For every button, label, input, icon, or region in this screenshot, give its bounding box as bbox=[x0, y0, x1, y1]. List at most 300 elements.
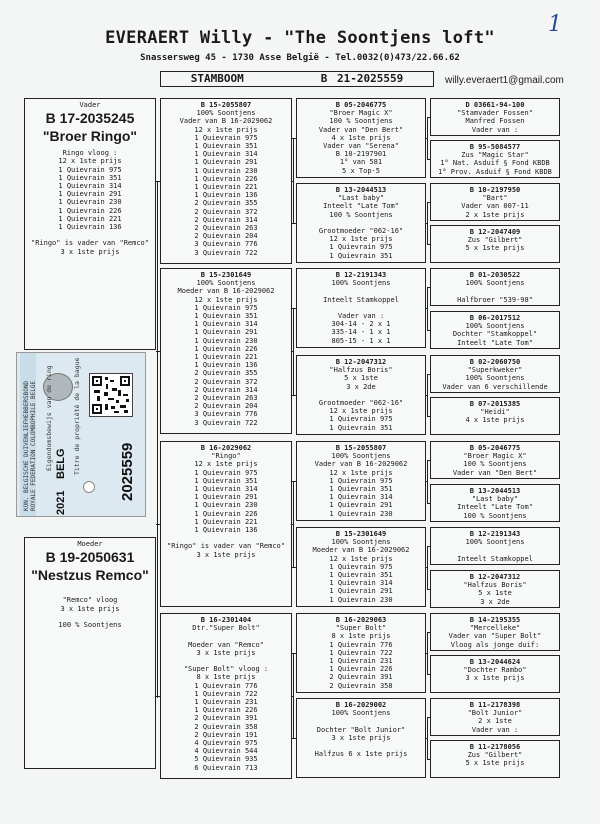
box-line: 1 Quievrain 722 bbox=[329, 648, 393, 657]
box-line: B 05-2046775 bbox=[469, 444, 521, 452]
box-line: 1 Quievrain 291 bbox=[58, 190, 122, 199]
box-line: 5 x Top-5 bbox=[342, 166, 380, 175]
ancestor-box bbox=[430, 183, 560, 221]
box-line: 4 Quievrain 544 bbox=[194, 747, 258, 756]
box-line: Vloog als jonge duif: bbox=[450, 640, 540, 649]
box-line: Halfbroer "539-98" bbox=[457, 295, 533, 304]
qr-code-icon bbox=[89, 373, 133, 417]
box-line: Vader van "Den Bert" bbox=[318, 125, 404, 134]
box-line: 304-14 - 2 x 1 bbox=[331, 320, 391, 329]
ancestor-box bbox=[430, 698, 560, 736]
box-line: 4 x 1ste prijs bbox=[465, 416, 525, 425]
connector-line bbox=[427, 674, 430, 675]
box-line: Vader van B 16-2029062 bbox=[314, 460, 408, 469]
connector-line bbox=[292, 395, 296, 396]
box-line: 1 Quievrain 722 bbox=[194, 689, 258, 698]
box-line: 1° van 581 bbox=[339, 158, 383, 167]
box-line: 1 Quievrain 136 bbox=[58, 223, 122, 232]
box-line: 100 % Soontjens bbox=[463, 511, 527, 520]
ancestor-box bbox=[430, 740, 560, 778]
box-line: Dochter "Stamkoppel" bbox=[452, 330, 538, 339]
box-line: 1 Quievrain 230 bbox=[194, 166, 258, 175]
box-line: 2 x 1ste prijs bbox=[465, 210, 525, 219]
ring-card-number: 2025559 bbox=[119, 442, 136, 501]
connector-line bbox=[292, 738, 296, 739]
box-line: 12 x 1ste prijs bbox=[329, 468, 393, 477]
connector-line bbox=[292, 223, 296, 224]
box-line: 1 Quievrain 226 bbox=[194, 174, 258, 183]
box-line bbox=[297, 304, 425, 312]
box-line: B 02-2060750 bbox=[469, 358, 521, 366]
box-line: Vader van : bbox=[471, 125, 519, 134]
box-line: 2 Quievrain 391 bbox=[329, 673, 393, 682]
box-line: B 11-2178398 bbox=[469, 701, 521, 709]
box-line: Ringo vloog : bbox=[62, 149, 118, 158]
connector-line bbox=[426, 653, 428, 654]
box-line: 1° Nat. Asduif § Fond KBDB bbox=[440, 159, 550, 168]
great-grandparent-box bbox=[296, 613, 426, 693]
box-line: Moeder van B 16-2029062 bbox=[312, 546, 410, 555]
box-line: B 01-2030522 bbox=[469, 271, 521, 279]
box-line: B 14-2195355 bbox=[469, 616, 521, 624]
box-line: 3 x 2de bbox=[480, 597, 510, 606]
box-line: "Heidi" bbox=[480, 408, 510, 417]
box-line: 2 Quievrain 204 bbox=[194, 232, 258, 241]
great-grandparent-box bbox=[296, 183, 426, 263]
box-line: 1 Quievrain 291 bbox=[194, 493, 258, 502]
ring-card-brand-1: KON. BELGISCHE DUIVENLIEFHEBBERSBOND bbox=[23, 380, 30, 511]
box-line: 100% Soontjens bbox=[331, 709, 391, 718]
connector-line bbox=[292, 481, 296, 482]
box-line: 1 Quievrain 230 bbox=[194, 336, 258, 345]
ancestor-box bbox=[430, 355, 560, 393]
box-line: 1 Quievrain 314 bbox=[194, 150, 258, 159]
page-number-mark: 1 bbox=[548, 12, 562, 37]
box-line: 2 Quievrain 204 bbox=[194, 402, 258, 411]
box-line: B 16-2029063 bbox=[335, 616, 387, 624]
ring-card-owner-fr: Titre de propriété de la bague bbox=[73, 357, 81, 475]
box-line: 2 Quievrain 358 bbox=[194, 722, 258, 731]
box-line: 1 Quievrain 351 bbox=[329, 423, 393, 432]
grandparent-box bbox=[160, 613, 292, 779]
box-line bbox=[25, 588, 155, 596]
box-line: 1 Quievrain 230 bbox=[329, 595, 393, 604]
connector-line bbox=[293, 138, 294, 223]
box-line: 1 Quievrain 975 bbox=[194, 303, 258, 312]
box-line: Vader van 6 verschillende bbox=[442, 382, 548, 391]
box-line: Moeder van "Remco" bbox=[188, 640, 264, 649]
connector-line bbox=[427, 503, 430, 504]
box-line: "Last baby" bbox=[471, 495, 519, 504]
ring-card-hole bbox=[83, 481, 95, 493]
box-line: B 12-2047409 bbox=[469, 228, 521, 236]
connector-line bbox=[156, 524, 160, 525]
connector-line bbox=[292, 138, 296, 139]
box-line: 100 % Soontjens bbox=[463, 460, 527, 469]
box-line: 1 Quievrain 351 bbox=[329, 571, 393, 580]
box-line: Grootmoeder "062-16" bbox=[318, 399, 404, 408]
box-line: 100% Soontjens bbox=[465, 538, 525, 547]
box-line: 12 x 1ste prijs bbox=[58, 157, 122, 166]
great-grandparent-box bbox=[296, 355, 426, 435]
box-line: Grootmoeder "062-16" bbox=[318, 227, 404, 236]
box-line: B 12-2191343 bbox=[469, 530, 521, 538]
box-line: 3 Quievrain 722 bbox=[194, 418, 258, 427]
box-line: 1 Quievrain 975 bbox=[329, 476, 393, 485]
connector-line bbox=[427, 632, 430, 633]
box-line: 5 x 1ste prijs bbox=[465, 244, 525, 253]
box-line: "Halfzus Boris" bbox=[329, 366, 393, 375]
box-line: 100% Soontjens bbox=[331, 279, 391, 288]
grandparent-box bbox=[160, 98, 292, 264]
box-line: Vader van B 16-2029062 bbox=[179, 117, 273, 126]
connector-line bbox=[292, 181, 293, 182]
box-line: 1 Quievrain 351 bbox=[194, 142, 258, 151]
box-line: Vader van "Serena" bbox=[323, 142, 399, 151]
box-line: B 10-2197901 bbox=[335, 150, 387, 159]
box-line: D 03661-94-100 bbox=[465, 101, 525, 109]
connector-line bbox=[426, 738, 428, 739]
box-line: 1 Quievrain 314 bbox=[194, 485, 258, 494]
box-line: 5 Quievrain 935 bbox=[194, 755, 258, 764]
box-line: "Broer Magic X" bbox=[329, 109, 393, 118]
parent-role-label: Vader bbox=[79, 101, 101, 109]
box-line: 1 Quievrain 975 bbox=[329, 415, 393, 424]
box-line: 1 Quievrain 291 bbox=[329, 587, 393, 596]
box-line bbox=[431, 287, 559, 295]
box-line: 2 Quievrain 314 bbox=[194, 215, 258, 224]
box-line: 1 Quievrain 231 bbox=[194, 698, 258, 707]
box-line: 1 Quievrain 221 bbox=[194, 353, 258, 362]
box-line: Manfred Fossen bbox=[465, 117, 525, 126]
connector-line bbox=[292, 696, 293, 697]
stamboom-ring: B 21-2025559 bbox=[320, 72, 404, 85]
box-line: 1 Quievrain 136 bbox=[194, 361, 258, 370]
box-line: B 13-2044624 bbox=[469, 658, 521, 666]
box-line: 2 Quievrain 372 bbox=[194, 377, 258, 386]
ancestor-box bbox=[430, 484, 560, 522]
box-line: 100% Soontjens bbox=[465, 279, 525, 288]
box-line: 3 x 1ste prijs bbox=[60, 604, 120, 613]
box-line bbox=[431, 546, 559, 554]
connector-line bbox=[427, 159, 430, 160]
box-line: "Remco" vloog bbox=[62, 596, 118, 605]
great-grandparent-box bbox=[296, 268, 426, 348]
box-line: B 15-2301649 bbox=[200, 271, 252, 279]
box-line: B 13-2044513 bbox=[469, 487, 521, 495]
box-line: "Bart" bbox=[482, 194, 508, 203]
connector-line bbox=[292, 351, 293, 352]
parent-box-sire bbox=[24, 98, 156, 350]
connector-line bbox=[426, 481, 428, 482]
connector-line bbox=[292, 567, 296, 568]
box-line: "Superkweker" bbox=[467, 366, 523, 375]
box-line: 1 Quievrain 291 bbox=[194, 158, 258, 167]
box-line: B 05-2046775 bbox=[335, 101, 387, 109]
connector-line bbox=[292, 653, 296, 654]
box-line: "Bolt Junior" bbox=[467, 709, 523, 718]
ancestor-box bbox=[430, 613, 560, 651]
box-line: 1 Quievrain 314 bbox=[329, 579, 393, 588]
box-line: B 07-2015385 bbox=[469, 400, 521, 408]
box-line: 335-14 - 1 x 1 bbox=[331, 328, 391, 337]
box-line: B 12-2047312 bbox=[469, 573, 521, 581]
stamboom-banner bbox=[160, 71, 434, 87]
ring-card-year: 2021 bbox=[55, 490, 67, 515]
ancestor-box bbox=[430, 140, 560, 178]
box-line: B 12-2047312 bbox=[335, 358, 387, 366]
connector-line bbox=[427, 374, 430, 375]
box-line: "Ringo" bbox=[211, 452, 241, 461]
box-line: 1 Quievrain 136 bbox=[194, 526, 258, 535]
box-line: 2 Quievrain 355 bbox=[194, 369, 258, 378]
box-line: B 15-2055807 bbox=[335, 444, 387, 452]
box-line: 1 Quievrain 776 bbox=[329, 640, 393, 649]
parent-role-label: Moeder bbox=[77, 540, 103, 548]
box-line: 1 Quievrain 351 bbox=[194, 476, 258, 485]
connector-line bbox=[427, 717, 430, 718]
parent-name: "Broer Ringo" bbox=[42, 128, 138, 145]
box-line: 1 Quievrain 231 bbox=[329, 657, 393, 666]
box-line: 805-15 - 1 x 1 bbox=[331, 336, 391, 345]
connector-line bbox=[427, 460, 430, 461]
box-line: 1 Quievrain 291 bbox=[194, 328, 258, 337]
box-line: 1 Quievrain 221 bbox=[194, 183, 258, 192]
box-line: 1 Quievrain 226 bbox=[194, 509, 258, 518]
parent-ring: B 19-2050631 bbox=[45, 549, 135, 566]
great-grandparent-box bbox=[296, 98, 426, 178]
box-line: 1 Quievrain 314 bbox=[58, 182, 122, 191]
box-line: 1 Quievrain 226 bbox=[58, 206, 122, 215]
box-line: 12 x 1ste prijs bbox=[194, 295, 258, 304]
grandparent-box bbox=[160, 441, 292, 607]
connector-line bbox=[427, 759, 430, 760]
box-line: "Mercelleke" bbox=[469, 624, 521, 633]
box-line: 2 Quievrain 314 bbox=[194, 385, 258, 394]
box-line: 2 Quievrain 358 bbox=[329, 681, 393, 690]
box-line: 100% Soontjens bbox=[465, 374, 525, 383]
address-line: Snassersweg 45 - 1730 Asse België - Tel.0032(0)473/22.66.62 bbox=[140, 53, 460, 63]
box-line: 3 Quievrain 722 bbox=[194, 248, 258, 257]
box-line: 100% Soontjens bbox=[331, 452, 391, 461]
ancestor-box bbox=[430, 441, 560, 479]
box-line: Zus "Gilbert" bbox=[467, 751, 523, 760]
box-line: 1 Quievrain 351 bbox=[58, 173, 122, 182]
box-line: 100 % Soontjens bbox=[329, 210, 393, 219]
box-line: 1 Quievrain 351 bbox=[329, 251, 393, 260]
connector-line bbox=[157, 181, 158, 532]
stamboom-label: STAMBOOM bbox=[190, 72, 244, 85]
ancestor-box bbox=[430, 655, 560, 693]
box-line: Vader van : bbox=[337, 312, 385, 321]
box-line: 100 % Soontjens bbox=[58, 621, 122, 630]
box-line: B 15-2055807 bbox=[200, 101, 252, 109]
box-line: 1 Quievrain 291 bbox=[329, 501, 393, 510]
box-line: "Last baby" bbox=[337, 194, 385, 203]
box-line: 3 Quievrain 776 bbox=[194, 410, 258, 419]
box-line: Vader van "Den Bert" bbox=[452, 468, 538, 477]
connector-line bbox=[427, 589, 430, 590]
box-line: Dochter "Bolt Junior" bbox=[316, 725, 406, 734]
box-line: 3 x 2de bbox=[346, 382, 376, 391]
box-line: 1 Quievrain 230 bbox=[329, 509, 393, 518]
ring-card bbox=[16, 352, 146, 517]
connector-line bbox=[427, 546, 430, 547]
ancestor-box bbox=[430, 570, 560, 608]
connector-line bbox=[427, 117, 430, 118]
box-line: 2 Quievrain 263 bbox=[194, 394, 258, 403]
ring-card-brand-2: ROYALE FEDERATION COLOMBOPHILE BELGE bbox=[30, 380, 37, 511]
great-grandparent-box bbox=[296, 698, 426, 778]
box-line: 2 Quievrain 391 bbox=[194, 714, 258, 723]
box-line bbox=[161, 534, 291, 542]
box-line: 1 Quievrain 351 bbox=[194, 312, 258, 321]
box-line: 3 x 1ste prijs bbox=[196, 648, 256, 657]
box-line: B 11-2178056 bbox=[469, 743, 521, 751]
box-line: 1 Quievrain 230 bbox=[58, 198, 122, 207]
box-line bbox=[25, 613, 155, 621]
box-line: Zus "Magic Star" bbox=[461, 151, 529, 160]
connector-line bbox=[427, 330, 430, 331]
box-line: 1 Quievrain 776 bbox=[194, 681, 258, 690]
box-line bbox=[161, 657, 291, 665]
connector-line bbox=[426, 395, 428, 396]
box-line: 100 % Soontjens bbox=[329, 117, 393, 126]
connector-line bbox=[157, 524, 158, 698]
connector-line bbox=[426, 567, 428, 568]
box-line: Inteelt "Late Tom" bbox=[323, 202, 399, 211]
connector-line bbox=[427, 416, 430, 417]
box-line bbox=[161, 632, 291, 640]
ancestor-box bbox=[430, 397, 560, 435]
box-line: 5 x 1ste bbox=[478, 589, 512, 598]
box-line: Vader van 007-11 bbox=[461, 202, 529, 211]
email-address: willy.everaert1@gmail.com bbox=[445, 75, 564, 86]
box-line: 6 Quievrain 713 bbox=[194, 763, 258, 772]
connector-line bbox=[293, 653, 294, 738]
box-line bbox=[297, 742, 425, 750]
connector-line bbox=[427, 287, 430, 288]
box-line: 12 x 1ste prijs bbox=[194, 125, 258, 134]
parent-details bbox=[25, 588, 155, 629]
box-line: "Super Bolt" vloog : bbox=[183, 665, 269, 674]
box-line: B 15-2301649 bbox=[335, 530, 387, 538]
box-line bbox=[297, 391, 425, 399]
box-line bbox=[297, 219, 425, 227]
connector-line bbox=[427, 244, 430, 245]
box-line: 2 x 1ste bbox=[478, 717, 512, 726]
box-line: Inteelt "Late Tom" bbox=[457, 338, 533, 347]
box-line: 5 x 1ste prijs bbox=[465, 759, 525, 768]
ancestor-box bbox=[430, 527, 560, 565]
box-line: B 13-2044513 bbox=[335, 186, 387, 194]
box-line: 4 x 1ste prijs bbox=[331, 133, 391, 142]
box-line: Moeder van B 16-2029062 bbox=[177, 287, 275, 296]
box-line: 12 x 1ste prijs bbox=[194, 460, 258, 469]
box-line: 1 Quievrain 314 bbox=[329, 493, 393, 502]
box-line: 8 x 1ste prijs bbox=[331, 632, 391, 641]
box-line: 3 x 1ste prijs bbox=[196, 550, 256, 559]
grandparent-box bbox=[160, 268, 292, 434]
connector-line bbox=[427, 202, 430, 203]
box-line: 12 x 1ste prijs bbox=[329, 235, 393, 244]
box-line: Halfzus 6 x 1ste prijs bbox=[314, 750, 408, 759]
connector-line bbox=[156, 181, 160, 182]
box-line: B 16-2301404 bbox=[200, 616, 252, 624]
box-line: Vader van : bbox=[471, 725, 519, 734]
box-line: Inteelt "Late Tom" bbox=[457, 503, 533, 512]
box-line: B 16-2029002 bbox=[335, 701, 387, 709]
box-line: 100% Soontjens bbox=[196, 109, 256, 118]
box-line: Inteelt Stamkoppel bbox=[457, 554, 533, 563]
box-line: B 95-5084577 bbox=[469, 143, 521, 151]
box-line: Inteelt Stamkoppel bbox=[323, 295, 399, 304]
box-line: "Ringo" is vader van "Remco" bbox=[30, 239, 149, 248]
box-line: 3 Quievrain 776 bbox=[194, 240, 258, 249]
box-line: 4 Quievrain 975 bbox=[194, 739, 258, 748]
box-line: 1 Quievrain 351 bbox=[329, 485, 393, 494]
box-line: B 16-2029062 bbox=[200, 444, 252, 452]
connector-line bbox=[426, 138, 428, 139]
box-line: 1 Quievrain 975 bbox=[329, 243, 393, 252]
box-line bbox=[25, 231, 155, 239]
connector-line bbox=[426, 223, 428, 224]
box-line: Dtr."Super Bolt" bbox=[192, 624, 260, 633]
box-line: 8 x 1ste prijs bbox=[196, 673, 256, 682]
connector-line bbox=[426, 308, 428, 309]
box-line: 3 x 1ste prijs bbox=[465, 674, 525, 683]
box-line: 1 Quievrain 975 bbox=[194, 468, 258, 477]
ancestor-box bbox=[430, 268, 560, 306]
box-line: "Stamvader Fossen" bbox=[457, 109, 533, 118]
great-grandparent-box bbox=[296, 527, 426, 607]
box-line: 1 Quievrain 226 bbox=[194, 344, 258, 353]
box-line: "Broer Magic X" bbox=[463, 452, 527, 461]
box-line: 1 Quievrain 975 bbox=[194, 133, 258, 142]
box-line: "Halfzus Boris" bbox=[463, 581, 527, 590]
great-grandparent-box bbox=[296, 441, 426, 521]
parent-name: "Nestzus Remco" bbox=[31, 567, 149, 584]
box-line: 3 x 1ste prijs bbox=[60, 247, 120, 256]
box-line: "Dochter Rambo" bbox=[463, 666, 527, 675]
box-line: "Ringo" is vader van "Remco" bbox=[166, 542, 285, 551]
box-line: 1 Quievrain 226 bbox=[194, 706, 258, 715]
box-line: Vader van "Super Bolt" bbox=[448, 632, 542, 641]
connector-line bbox=[156, 351, 160, 352]
box-line: 12 x 1ste prijs bbox=[329, 407, 393, 416]
box-line: B 10-2197950 bbox=[469, 186, 521, 194]
box-line: 1° Prov. Asduif § Fond KBDB bbox=[438, 167, 552, 176]
box-line: 1 Quievrain 975 bbox=[329, 562, 393, 571]
ring-card-owner-nl: Eigendomsbewijs van de ring bbox=[45, 365, 53, 471]
box-line: 2 Quievrain 263 bbox=[194, 224, 258, 233]
box-line: 100% Soontjens bbox=[196, 279, 256, 288]
page-title: EVERAERT Willy - "The Soontjens loft" bbox=[105, 28, 495, 48]
parent-details bbox=[25, 149, 155, 256]
connector-line bbox=[293, 308, 294, 395]
box-line: 2 Quievrain 372 bbox=[194, 207, 258, 216]
box-line: 1 Quievrain 314 bbox=[194, 320, 258, 329]
connector-line bbox=[292, 308, 296, 309]
connector-line bbox=[293, 481, 294, 567]
box-line: 12 x 1ste prijs bbox=[329, 554, 393, 563]
box-line: B 12-2191343 bbox=[335, 271, 387, 279]
box-line: 1 Quievrain 221 bbox=[58, 214, 122, 223]
box-line: 5 x 1ste bbox=[344, 374, 378, 383]
ancestor-box bbox=[430, 311, 560, 349]
box-line: 1 Quievrain 226 bbox=[329, 665, 393, 674]
box-line: 1 Quievrain 221 bbox=[194, 517, 258, 526]
